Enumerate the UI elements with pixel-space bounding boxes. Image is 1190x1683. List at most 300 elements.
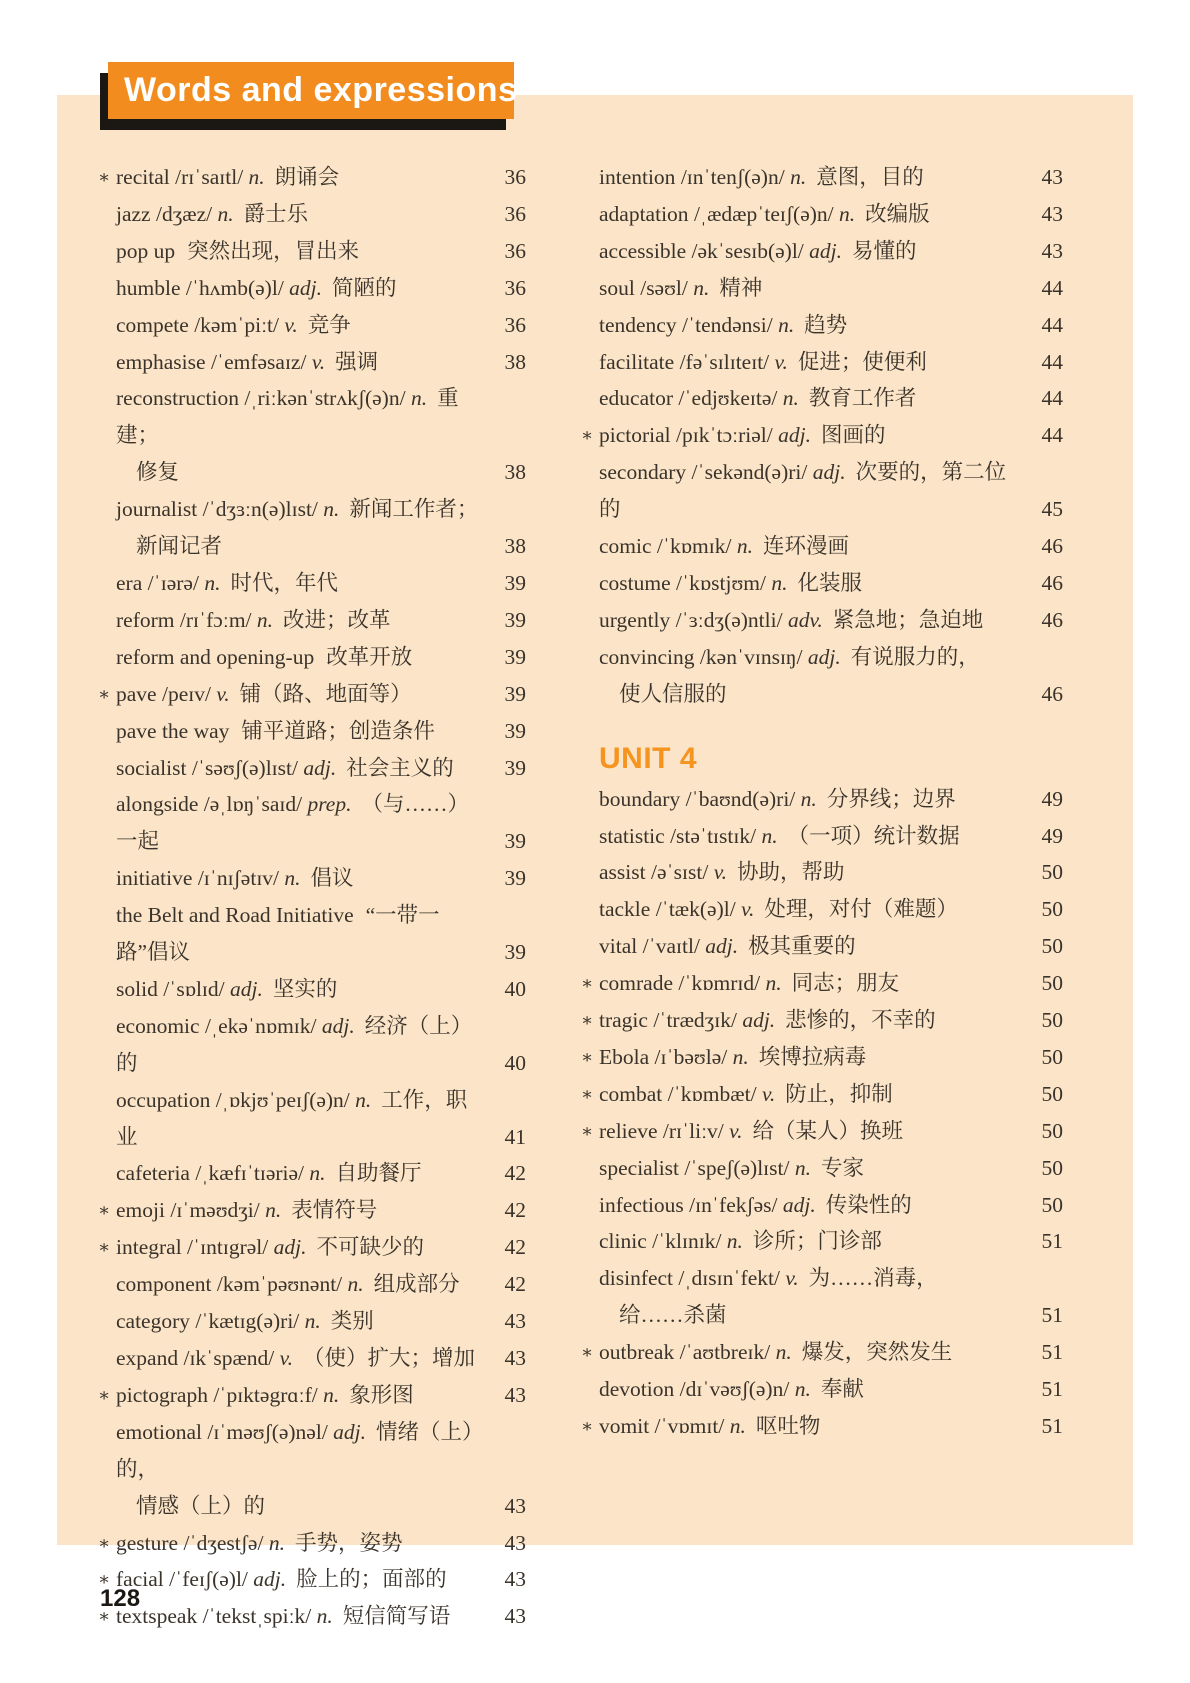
entry-definition: 重建； [116, 386, 459, 448]
vocab-entry [98, 1340, 526, 1377]
entry-word: economic [116, 1013, 200, 1038]
star-marker-icon [581, 1223, 599, 1260]
entry-word: combat [599, 1081, 663, 1106]
vocab-column-right [581, 159, 1063, 1445]
star-marker-icon: ∗ [98, 683, 111, 704]
entry-phonetic: /ˈspeʃ(ə)lɪst/ [679, 1155, 795, 1180]
vocab-entry [581, 159, 1063, 196]
entry-word: facial [116, 1567, 164, 1592]
entry-word: emotional [116, 1419, 202, 1444]
entry-page-ref: 41 [504, 1124, 526, 1149]
entry-word: secondary [599, 460, 687, 485]
entry-phonetic: /ˌkæfɪˈtɪəriə/ [189, 1161, 310, 1186]
entry-part-of-speech: adj. [778, 423, 811, 448]
entry-word: jazz [116, 201, 151, 226]
entry-page-ref: 46 [1041, 681, 1063, 706]
vocab-entry [581, 1002, 1063, 1039]
entry-body [599, 928, 1019, 965]
entry-definition: 改革开放 [326, 644, 413, 669]
vocab-entry [98, 196, 526, 233]
star-marker-icon [581, 1260, 599, 1334]
star-marker-icon [98, 786, 116, 860]
star-marker-icon: ∗ [98, 1532, 111, 1553]
star-marker-icon [581, 380, 599, 417]
entry-phonetic: /ɪˈbəʊlə/ [649, 1044, 733, 1069]
entry-page-ref: 39 [504, 607, 526, 632]
entry-part-of-speech: v. [785, 1266, 799, 1291]
vocab-entry [581, 307, 1063, 344]
entry-word: comic [599, 534, 652, 559]
entry-definition: “一带一路”倡议 [116, 903, 440, 965]
entry-phonetic: /ɪkˈspænd/ [178, 1346, 280, 1370]
entry-page-ref: 50 [1041, 860, 1063, 885]
entry-phonetic: /ˈaʊtbreɪk/ [674, 1340, 776, 1365]
vocab-entry [581, 1334, 1063, 1371]
entry-definition: 强调 [335, 349, 379, 374]
entry-definition: 爵士乐 [243, 201, 309, 226]
entry-page-ref: 42 [504, 1198, 526, 1223]
entry-phonetic: /ˈfeɪʃ(ə)l/ [163, 1567, 254, 1592]
entry-part-of-speech: n. [347, 1272, 364, 1297]
entry-body [599, 1334, 1019, 1371]
entry-word: adaptation [599, 201, 689, 226]
entry-definition: 类别 [330, 1309, 374, 1334]
entry-word: disinfect [599, 1266, 674, 1291]
entry-body [116, 1525, 482, 1562]
entry-part-of-speech: n. [778, 312, 795, 337]
entry-part-of-speech: adj. [809, 238, 843, 263]
entry-word: urgently [599, 607, 671, 632]
entry-definition: 诊所；门诊部 [752, 1229, 882, 1254]
entry-page-ref: 42 [504, 1235, 526, 1260]
entry-part-of-speech: v. [311, 349, 326, 374]
entry-body [599, 159, 1019, 196]
entry-body [599, 380, 1019, 417]
entry-part-of-speech: n. [693, 275, 710, 300]
entry-page-ref: 49 [1041, 786, 1063, 811]
entry-word: educator [599, 386, 674, 411]
entry-body [599, 233, 1019, 270]
vocab-entry [98, 1598, 526, 1635]
star-marker-icon [98, 196, 116, 233]
entry-definition-continued: 情感（上）的 [136, 1493, 266, 1518]
entry-part-of-speech: n. [794, 1155, 811, 1180]
entry-definition: 传染性的 [825, 1192, 912, 1217]
star-marker-icon [581, 781, 599, 818]
vocab-entry [98, 270, 526, 307]
entry-phonetic: /ɪnˈtenʃ(ə)n/ [675, 165, 791, 189]
entry-part-of-speech: adj. [333, 1419, 367, 1444]
entry-page-ref: 50 [1041, 1044, 1063, 1069]
entry-part-of-speech: v. [774, 349, 788, 374]
entry-part-of-speech: n. [790, 165, 807, 189]
vocab-entry [98, 1155, 526, 1192]
entry-definition: 工作，职业 [116, 1087, 468, 1149]
entry-word: pave the way [116, 718, 230, 743]
entry-word: tackle [599, 897, 651, 922]
entry-word: facilitate [599, 349, 675, 374]
entry-part-of-speech: n. [782, 386, 799, 411]
vocab-entry [581, 1187, 1063, 1224]
entry-page-ref: 44 [1041, 275, 1063, 300]
star-marker-icon [581, 891, 599, 928]
entry-phonetic: /ˈedjʊkeɪtə/ [673, 386, 783, 411]
entry-word: statistic [599, 823, 665, 848]
entry-phonetic: /ˈkɒstjʊm/ [670, 570, 772, 595]
vocab-entry [581, 1223, 1063, 1260]
entry-word: component [116, 1272, 212, 1297]
entry-part-of-speech: v. [216, 681, 230, 706]
entry-definition: （与……）一起 [116, 792, 469, 854]
entry-page-ref: 43 [504, 1382, 526, 1407]
entry-body [599, 602, 1019, 639]
star-marker-icon: ∗ [581, 1010, 594, 1031]
entry-page-ref: 39 [504, 681, 526, 706]
star-marker-icon [581, 344, 599, 381]
entry-phonetic: /ˈtæk(ə)l/ [650, 897, 742, 922]
entry-phonetic: /ˈɪərə/ [142, 570, 205, 595]
entry-phonetic: /ˈtendənsi/ [676, 312, 779, 337]
entry-body [116, 159, 482, 196]
vocab-entry [98, 786, 526, 860]
entry-page-ref: 51 [1041, 1303, 1063, 1328]
vocab-entry [98, 602, 526, 639]
entry-body [116, 491, 482, 565]
entry-word: intention [599, 165, 676, 189]
vocab-entry [581, 196, 1063, 233]
entry-part-of-speech: adj. [782, 1192, 816, 1217]
entry-body [116, 713, 482, 750]
entry-word: assist [599, 860, 646, 885]
entry-part-of-speech: adj. [321, 1013, 355, 1038]
entry-page-ref: 36 [504, 312, 526, 337]
entry-body [116, 380, 482, 491]
entry-part-of-speech: v. [284, 312, 298, 337]
entry-part-of-speech: v. [761, 1081, 776, 1106]
entry-page-ref: 43 [504, 1309, 526, 1334]
entry-page-ref: 50 [1041, 1155, 1063, 1180]
star-marker-icon [98, 860, 116, 897]
entry-body [116, 639, 482, 676]
star-marker-icon: ∗ [98, 1384, 111, 1405]
entry-part-of-speech: n. [204, 570, 221, 595]
vocab-entry [98, 676, 526, 713]
vocab-entry [98, 344, 526, 381]
entry-definition: 有说服力的， [850, 644, 980, 669]
entry-body [116, 344, 482, 381]
entry-body [116, 1192, 482, 1229]
entry-phonetic: /kəmˈpəʊnənt/ [211, 1272, 348, 1297]
entry-word: convincing [599, 644, 695, 669]
entry-phonetic: /rɪˈfɔːm/ [174, 607, 257, 632]
entry-phonetic: /ˈsekənd(ə)ri/ [686, 460, 813, 485]
entry-part-of-speech: n. [765, 971, 782, 996]
entry-phonetic: /pɪkˈtɔːriəl/ [670, 423, 779, 448]
vocab-entry [581, 781, 1063, 818]
star-marker-icon [98, 750, 116, 787]
entry-body [599, 1076, 1019, 1113]
star-marker-icon [581, 565, 599, 602]
entry-definition: 简陋的 [332, 275, 397, 300]
entry-part-of-speech: n. [732, 1044, 749, 1069]
entry-word: vomit [599, 1414, 650, 1438]
entry-word: specialist [599, 1155, 680, 1180]
entry-definition: 教育工作者 [808, 386, 917, 411]
entry-page-ref: 42 [504, 1272, 526, 1297]
entry-phonetic: /kənˈvɪnsɪŋ/ [694, 644, 808, 669]
entry-definition: 社会主义的 [346, 755, 454, 780]
vocab-entry [581, 1408, 1063, 1445]
entry-definition: 化装服 [797, 570, 862, 595]
entry-word: journalist [116, 497, 198, 522]
entry-definition: 经济（上）的 [116, 1013, 473, 1075]
entry-part-of-speech: adj. [289, 275, 323, 300]
entry-body [599, 565, 1019, 602]
entry-body [599, 965, 1019, 1002]
entry-definition: 给（某人）换班 [752, 1118, 904, 1143]
entry-phonetic: /ˌekəˈnɒmɪk/ [199, 1013, 322, 1038]
star-marker-icon [581, 1371, 599, 1408]
entry-body [599, 1408, 1019, 1445]
vocab-entry [581, 233, 1063, 270]
entry-word: comrade [599, 971, 674, 996]
vocab-entry [98, 750, 526, 787]
entry-word: emphasise [116, 349, 206, 374]
vocab-entry [98, 1229, 526, 1266]
entry-page-ref: 46 [1041, 607, 1063, 632]
entry-part-of-speech: n. [800, 786, 817, 811]
entry-phonetic: /ˈvɒmɪt/ [649, 1414, 730, 1438]
star-marker-icon [581, 1187, 599, 1224]
vocab-entry [98, 1377, 526, 1414]
entry-part-of-speech: adj. [807, 644, 841, 669]
entry-definition-continued: 新闻记者 [136, 534, 223, 559]
vocab-entry [581, 1260, 1063, 1334]
entry-phonetic: /ɪˈməʊʃ(ə)nəl/ [201, 1419, 334, 1444]
vocab-entry [98, 971, 526, 1008]
entry-phonetic: /ˈklɪnɪk/ [646, 1229, 727, 1254]
entry-page-ref: 38 [504, 534, 526, 559]
entry-page-ref: 36 [504, 201, 526, 226]
entry-word: socialist [116, 755, 187, 780]
entry-page-ref: 50 [1041, 1008, 1063, 1033]
vocab-entry [581, 270, 1063, 307]
star-marker-icon [581, 928, 599, 965]
entry-definition: 协助，帮助 [737, 860, 845, 885]
entry-word: reform and opening-up [116, 644, 315, 669]
entry-part-of-speech: n. [775, 1340, 792, 1365]
star-marker-icon [98, 1082, 116, 1156]
star-marker-icon [98, 344, 116, 381]
vocab-column-left [98, 159, 526, 1635]
entry-body [116, 196, 482, 233]
star-marker-icon [98, 1266, 116, 1303]
star-marker-icon [98, 713, 116, 750]
star-marker-icon: ∗ [98, 1569, 111, 1590]
entry-definition: （一项）统计数据 [787, 823, 960, 848]
entry-part-of-speech: n. [248, 165, 265, 189]
entry-definition: 促进；使便利 [797, 349, 927, 374]
entry-definition: 时代，年代 [230, 570, 338, 595]
star-marker-icon: ∗ [98, 1237, 111, 1258]
entry-page-ref: 43 [504, 1567, 526, 1592]
entry-part-of-speech: n. [316, 1604, 333, 1629]
entry-page-ref: 51 [1041, 1377, 1063, 1402]
entry-definition: 改编版 [865, 201, 930, 226]
vocab-entry [581, 565, 1063, 602]
entry-part-of-speech: n. [323, 497, 340, 522]
entry-body [599, 307, 1019, 344]
entry-phonetic: /ˈkætɪg(ə)ri/ [190, 1309, 305, 1334]
entry-page-ref: 43 [504, 1493, 526, 1518]
star-marker-icon [98, 1414, 116, 1525]
entry-definition: 铺（路、地面等） [239, 681, 412, 706]
entry-part-of-speech: v. [279, 1346, 293, 1370]
entry-page-ref: 44 [1041, 423, 1063, 448]
vocab-entry [581, 928, 1063, 965]
entry-definition-continued: 给……杀菌 [619, 1303, 727, 1328]
vocab-entry [581, 854, 1063, 891]
vocab-entry [98, 1266, 526, 1303]
star-marker-icon [581, 1150, 599, 1187]
entry-definition: 铺平道路；创造条件 [241, 718, 435, 743]
entry-part-of-speech: n. [268, 1530, 285, 1555]
star-marker-icon: ∗ [98, 1200, 111, 1221]
vocab-entry [581, 891, 1063, 928]
vocab-entry [98, 860, 526, 897]
entry-part-of-speech: adj. [253, 1567, 287, 1592]
entry-definition: 埃博拉病毒 [758, 1044, 867, 1069]
page-header [108, 62, 518, 119]
entry-phonetic: /ˈemfəsaɪz/ [205, 349, 312, 374]
entry-page-ref: 43 [1041, 165, 1063, 189]
entry-page-ref: 36 [504, 238, 526, 263]
entry-page-ref: 43 [1041, 201, 1063, 226]
entry-part-of-speech: n. [217, 201, 234, 226]
entry-page-ref: 38 [504, 460, 526, 485]
vocab-entry [581, 528, 1063, 565]
entry-word: integral [116, 1235, 182, 1260]
entry-word: Ebola [599, 1044, 650, 1069]
entry-phonetic: /ˈsɒlɪd/ [157, 976, 230, 1001]
entry-definition: 新闻工作者； [349, 497, 479, 522]
entry-phonetic: /əkˈsesɪb(ə)l/ [686, 238, 810, 263]
vocab-entry [581, 1039, 1063, 1076]
entry-page-ref: 43 [1041, 238, 1063, 263]
vocab-entry [581, 454, 1063, 528]
star-marker-icon [98, 1008, 116, 1082]
entry-definition: 改进；改革 [283, 607, 391, 632]
entry-page-ref: 46 [1041, 570, 1063, 595]
vocab-entry [581, 1371, 1063, 1408]
entry-definition: 朗诵会 [274, 165, 340, 189]
entry-body [599, 1187, 1019, 1224]
vocab-entry [581, 1113, 1063, 1150]
vocab-entry [581, 965, 1063, 1002]
entry-body [599, 1113, 1019, 1150]
entry-part-of-speech: n. [726, 1229, 743, 1254]
vocab-entry [581, 1150, 1063, 1187]
entry-phonetic: /ˈkɒmbæt/ [662, 1081, 762, 1106]
entry-phonetic: /ˌædæpˈteɪʃ(ə)n/ [688, 201, 840, 226]
entry-word: the Belt and Road Initiative [116, 903, 354, 928]
entry-page-ref: 39 [504, 718, 526, 743]
star-marker-icon [581, 528, 599, 565]
entry-body [599, 528, 1019, 565]
entry-body [116, 1598, 482, 1635]
entry-definition: 防止，抑制 [785, 1081, 893, 1106]
entry-phonetic: /əˈsɪst/ [645, 860, 714, 885]
entry-definition: 为……消毒， [808, 1266, 938, 1291]
entry-part-of-speech: adj. [230, 976, 263, 1001]
entry-body [599, 270, 1019, 307]
entry-definition: 象形图 [349, 1382, 414, 1407]
entry-body [116, 786, 482, 860]
entry-word: pictograph [116, 1382, 208, 1407]
star-marker-icon [98, 639, 116, 676]
entry-body [599, 781, 1019, 818]
vocab-entry [581, 417, 1063, 454]
entry-body [116, 1340, 482, 1377]
entry-phonetic: /dʒæz/ [150, 201, 218, 226]
entry-part-of-speech: adj. [705, 934, 739, 959]
entry-definition: 情绪（上）的， [116, 1419, 473, 1481]
vocab-entry [98, 1303, 526, 1340]
entry-part-of-speech: n. [794, 1377, 811, 1402]
entry-body [116, 1561, 482, 1598]
entry-phonetic: /ˈhʌmb(ə)l/ [180, 275, 290, 300]
page-title: Words and expressions [124, 71, 518, 109]
entry-phonetic: /ˈsəʊʃ(ə)lɪst/ [186, 755, 304, 780]
entry-body [599, 344, 1019, 381]
entry-part-of-speech: n. [304, 1309, 321, 1334]
entry-word: outbreak [599, 1340, 675, 1365]
entry-part-of-speech: prep. [307, 792, 352, 817]
entry-page-ref: 39 [504, 644, 526, 669]
entry-page-ref: 39 [504, 829, 526, 854]
entry-body [116, 1229, 482, 1266]
entry-page-ref: 44 [1041, 312, 1063, 337]
entry-word: compete [116, 312, 189, 337]
entry-definition: 奉献 [820, 1377, 864, 1402]
entry-body [599, 1260, 1019, 1334]
star-marker-icon [98, 602, 116, 639]
vocab-entry [581, 818, 1063, 855]
entry-part-of-speech: n. [729, 1414, 746, 1438]
entry-page-ref: 39 [504, 755, 526, 780]
vocab-entry [98, 1082, 526, 1156]
entry-word: reform [116, 607, 175, 632]
star-marker-icon: ∗ [581, 1342, 594, 1363]
entry-phonetic: /dɪˈvəʊʃ(ə)n/ [674, 1377, 795, 1402]
entry-definition-continued: 使人信服的 [619, 681, 727, 706]
entry-part-of-speech: n. [410, 386, 428, 411]
star-marker-icon [581, 854, 599, 891]
entry-page-ref: 51 [1041, 1229, 1063, 1254]
entry-page-ref: 50 [1041, 971, 1063, 996]
entry-body [116, 1266, 482, 1303]
entry-word: tragic [599, 1008, 648, 1033]
star-marker-icon [581, 159, 599, 196]
entry-body [116, 676, 482, 713]
entry-definition: 极其重要的 [748, 934, 856, 959]
vocab-entry [581, 380, 1063, 417]
entry-body [599, 818, 1019, 855]
entry-body [116, 565, 482, 602]
entry-page-ref: 50 [1041, 897, 1063, 922]
star-marker-icon [581, 196, 599, 233]
entry-body [116, 971, 482, 1008]
